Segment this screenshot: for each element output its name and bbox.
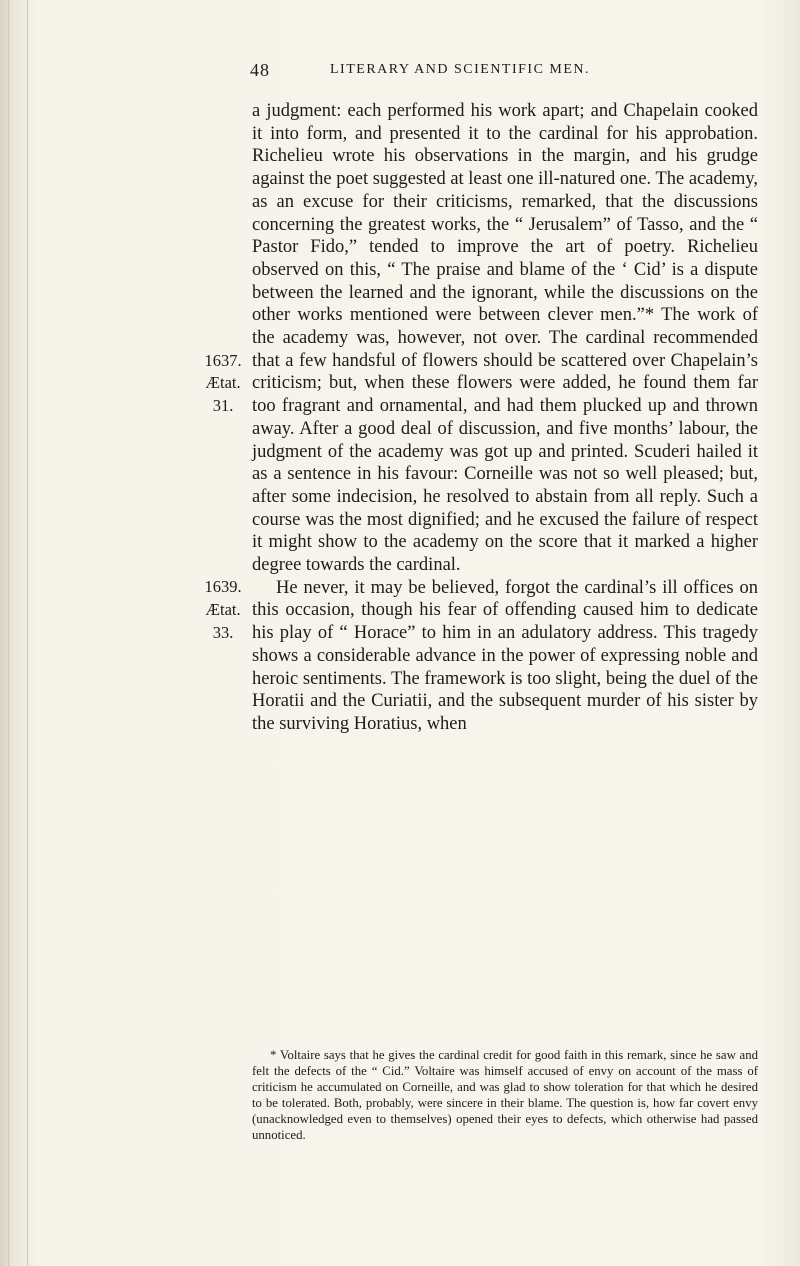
page-gutter: [0, 0, 34, 1266]
margin-note-age: 31.: [212, 396, 234, 415]
margin-note-aetat: Ætat.: [205, 373, 241, 392]
footnote: * Voltaire says that he gives the cardinal credit for good faith in this remark, since he saw and felt the defects of the “ Cid.” Voltaire was himself accused of envy on account of the mass of criticism he accumulated on Corneille, and was glad to show toleration for that which he desired to be tolerated. Both, probably, were sincere in their blame. The question is, how far covert envy (unacknowledged even to themselves) opened their eyes to defects, which otherwise had passed unnoticed.: [252, 1048, 758, 1142]
margin-note-age: 33.: [212, 623, 234, 642]
page-edge-line: [27, 0, 28, 1266]
paragraph: He never, it may be believed, forgot the cardinal’s ill offices on this occasion, though his fear of offending caused him to dedicate his play of “ Horace” to him in an adulatory address. This tragedy shows a considerable advance in the power of expressing noble and heroic sentiments. The framework is too slight, being the duel of the Horatii and the Curiatii, and the subsequent murder of his sister by the surviving Horatius, when: [252, 577, 758, 734]
margin-note-aetat: Ætat.: [205, 600, 241, 619]
margin-note-year: 1637.: [204, 351, 242, 370]
page-number: 48: [250, 60, 270, 80]
body-text: [252, 100, 758, 736]
page-edge-line: [8, 0, 9, 1266]
running-head: LITERARY AND SCIENTIFIC MEN.: [330, 62, 591, 77]
page-header: [250, 60, 710, 84]
paragraph: a judgment: each performed his work apart; and Chapelain cooked it into form, and presented it to the cardinal for his approbation. Richelieu wrote his observations in the margin, and his grudge against the poet suggested at least one ill-natured one. The academy, as an excuse for their criticisms, remarked, that the discussions concerning the greatest works, the “ Jerusalem” of Tasso, and the “ Pastor Fido,” tended to improve the art of poetry. Richelieu observed on this, “ The praise and blame of the ‘ Cid’ is a dispute between the learned and the ignorant, while the discussions on the other works mentioned were between clever men.”* The work of the academy was, however, not over. The cardinal recommended that a few handsful of flowers should be scattered over Chapelain’s criticism; but, when these flowers were added, he found them far too fragrant and ornamental, and had them plucked up and thrown away. After a good deal of discussion, and five months’ labour, the judgment of the academy was got up and printed. Scuderi hailed it as a sentence in his favour: Corneille was not so well pleased; but, after some indecision, he resolved to abstain from all reply. Such a course was the most dignified; and he excused the failure of respect it might show to the academy on the score that it marked a higher degree towards the cardinal.: [252, 101, 759, 576]
margin-note-year: 1639.: [204, 577, 242, 596]
